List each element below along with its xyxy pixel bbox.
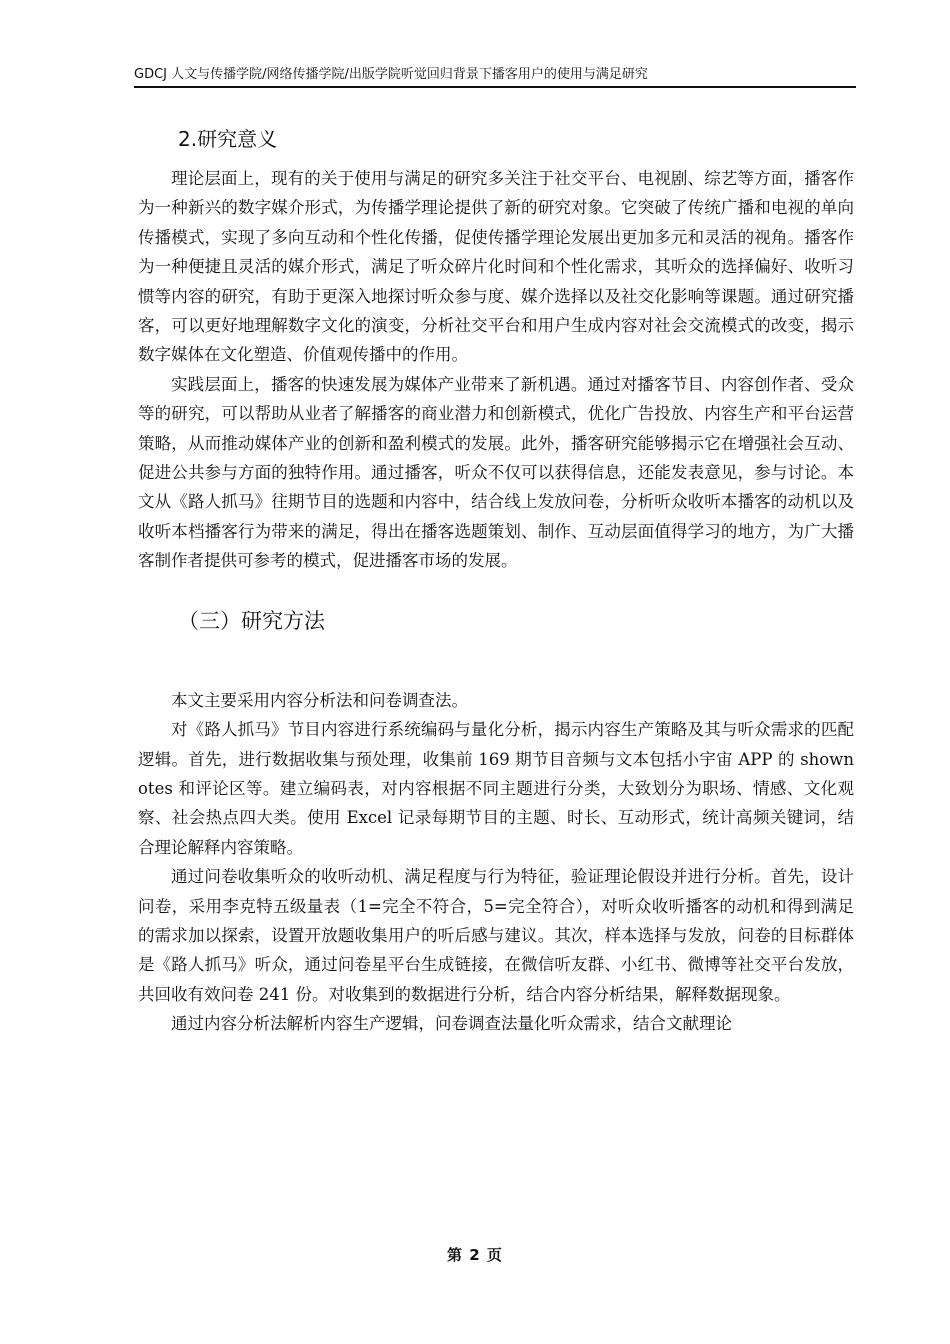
paragraph-content-analysis: 对《路人抓马》节目内容进行系统编码与量化分析，揭示内容生产策略及其与听众需求的匹配逻辑。首先，进行数据收集与预处理，收集前 169 期节目音频与文本包括小宇宙 APP 的 shownotes 和评论区等。建立编码表，对内容根据不同主题进行分类，大致划分为职场、情感、文化观察、社会热点四大类。使用 Excel 记录每期节目的主题、时长、互动形式，统计高频关键词，结合理论解释内容策略。 xyxy=(138,720,854,857)
section-title: 2.研究意义 xyxy=(178,127,278,151)
header-divider xyxy=(134,86,856,88)
page-body xyxy=(138,124,854,1039)
paragraph-combined-methods: 通过内容分析法解析内容生产逻辑，问卷调查法量化听众需求，结合文献理论 xyxy=(171,1014,732,1034)
paragraph-questionnaire: 通过问卷收集听众的收听动机、满足程度与行为特征，验证理论假设并进行分析。首先，设计问卷，采用李克特五级量表（1=完全不符合，5=完全符合），对听众收听播客的动机和得到满足的需求加以探索，设置开放题收集用户的听后感与建议。其次，样本选择与发放，问卷的目标群体是《路人抓马》听众，通过问卷星平台生成链接，在微信听友群、小红书、微博等社交平台发放，共回收有效问卷 241 份。对收集到的数据进行分析，结合内容分析结果，解释数据现象。 xyxy=(138,867,854,1004)
page-number: 第 2 页 xyxy=(447,1246,503,1264)
paragraph-practice: 实践层面上，播客的快速发展为媒体产业带来了新机遇。通过对播客节目、内容创作者、受众等的研究，可以帮助从业者了解播客的商业潜力和创新模式，优化广告投放、内容生产和平台运营策略，从而推动媒体产业的创新和盈利模式的发展。此外，播客研究能够揭示它在增强社会互动、促进公共参与方面的独特作用。通过播客，听众不仅可以获得信息，还能发表意见，参与讨论。本文从《路人抓马》往期节目的选题和内容中，结合线上发放问卷，分析听众收听本播客的动机以及收听本档播客行为带来的满足，得出在播客选题策划、制作、互动层面值得学习的地方，为广大播客制作者提供可参考的模式，促进播客市场的发展。 xyxy=(138,374,854,571)
paragraph-theory: 理论层面上，现有的关于使用与满足的研究多关注于社交平台、电视剧、综艺等方面，播客作为一种新兴的数字媒介形式，为传播学理论提供了新的研究对象。它突破了传统广播和电视的单向传播模式，实现了多向互动和个性化传播，促使传播学理论发展出更加多元和灵活的视角。播客作为一种便捷且灵活的媒介形式，满足了听众碎片化时间和个性化需求，其听众的选择偏好、收听习惯等内容的研究，有助于更深入地探讨听众参与度、媒介选择以及社交化影响等课题。通过研究播客，可以更好地理解数字文化的演变，分析社交平台和用户生成内容对社会交流模式的改变，揭示数字媒体在文化塑造、价值观传播中的作用。 xyxy=(138,169,854,365)
running-header: GDCJ 人文与传播学院/网络传播学院/出版学院听觉回归背景下播客用户的使用与满足研究 xyxy=(134,67,648,82)
subsection-title: （三）研究方法 xyxy=(178,608,325,633)
paragraph-methods-intro: 本文主要采用内容分析法和问卷调查法。 xyxy=(171,690,468,710)
